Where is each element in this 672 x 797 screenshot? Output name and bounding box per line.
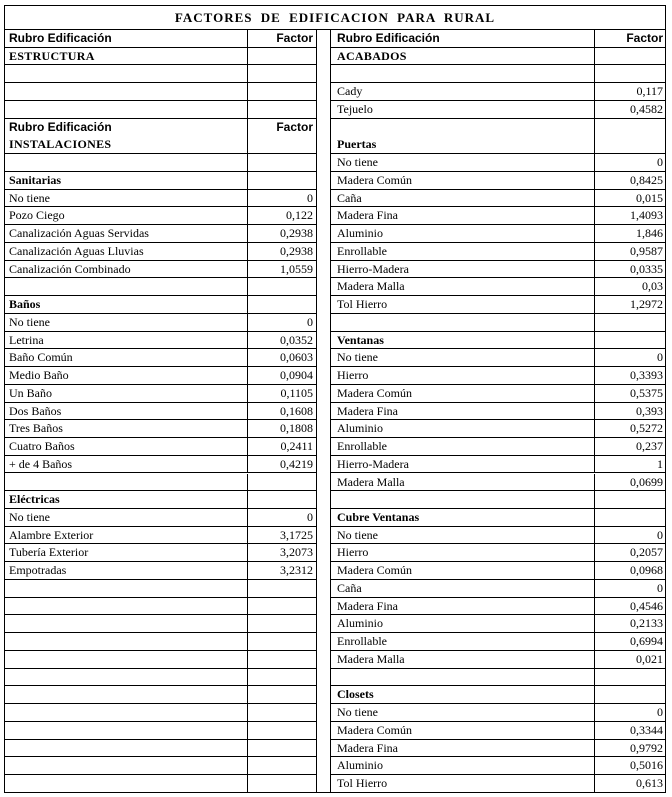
table-row <box>331 190 666 208</box>
item-name <box>9 615 245 632</box>
sheet-title: FACTORES DE EDIFICACION PARA RURAL <box>5 6 665 30</box>
column-header-rubro: Rubro Edificación <box>9 31 112 45</box>
section-title: Ventanas <box>337 332 384 347</box>
table-row <box>5 527 316 545</box>
factor-value <box>594 314 666 331</box>
section-row <box>5 172 316 190</box>
item-name <box>9 686 245 703</box>
factor-value <box>594 686 666 703</box>
table-row <box>331 669 666 687</box>
factor-value <box>247 651 316 668</box>
section-row <box>331 509 666 527</box>
table-row <box>5 615 316 633</box>
table-row <box>5 349 316 367</box>
item-name <box>9 704 245 721</box>
section-title: ESTRUCTURA <box>9 48 95 63</box>
factor-value: 3,1725 <box>247 527 316 544</box>
factor-value: 0,0904 <box>247 367 316 384</box>
factor-value: 0,117 <box>594 83 666 100</box>
factor-value: 0,122 <box>247 207 316 224</box>
table-row <box>5 65 316 83</box>
factor-value <box>247 278 316 295</box>
factor-value: 0 <box>594 154 666 171</box>
table-row <box>331 544 666 562</box>
factor-value <box>247 48 316 65</box>
table-row <box>331 296 666 314</box>
item-name: Caña <box>337 580 362 595</box>
factor-value <box>247 757 316 774</box>
table-row <box>5 633 316 651</box>
factor-value: 0,4546 <box>594 598 666 615</box>
item-name: Letrina <box>9 332 44 347</box>
factor-value: 1,846 <box>594 225 666 242</box>
table-row <box>331 580 666 598</box>
table-row <box>331 349 666 367</box>
factor-value <box>594 669 666 686</box>
factor-value <box>247 296 316 313</box>
factor-value: 0,0968 <box>594 562 666 579</box>
table-row <box>5 598 316 616</box>
item-name: Madera Fina <box>337 740 398 755</box>
table-row <box>331 722 666 740</box>
factor-value: 0,5375 <box>594 385 666 402</box>
section-title: Puertas <box>337 137 377 152</box>
factor-value: 0,0335 <box>594 261 666 278</box>
factor-value: 0,2133 <box>594 615 666 632</box>
item-name: Enrollable <box>337 634 387 649</box>
item-name: Cady <box>337 84 363 99</box>
table-row <box>331 403 666 421</box>
factor-value: 0,015 <box>594 190 666 207</box>
item-name: Tres Baños <box>9 421 63 436</box>
item-name: Tejuelo <box>337 101 373 116</box>
item-name: Enrollable <box>337 243 387 258</box>
factor-value <box>594 332 666 349</box>
table-row <box>5 83 316 101</box>
factor-value: 0 <box>594 704 666 721</box>
table-row <box>331 367 666 385</box>
factor-value: 0,3344 <box>594 722 666 739</box>
table-row <box>331 474 666 492</box>
item-name: Baño Común <box>9 350 73 365</box>
item-name: Pozo Ciego <box>9 208 65 223</box>
section-row <box>331 48 666 66</box>
table-row <box>331 775 666 793</box>
table-row <box>331 740 666 758</box>
factor-value: 0,03 <box>594 278 666 295</box>
factor-value: 3,2073 <box>247 544 316 561</box>
table-row <box>331 261 666 279</box>
factor-value: 0,1608 <box>247 403 316 420</box>
table-row <box>331 651 666 669</box>
item-name <box>337 491 593 508</box>
section-title: ACABADOS <box>337 48 407 63</box>
table-row <box>331 154 666 172</box>
table-row <box>331 119 666 137</box>
item-name <box>9 757 245 774</box>
factor-value: 0,1105 <box>247 385 316 402</box>
factor-value <box>247 580 316 597</box>
section-row <box>5 491 316 509</box>
table-row <box>5 704 316 722</box>
item-name: Aluminio <box>337 758 384 773</box>
table-row <box>331 207 666 225</box>
factor-value: 1,2972 <box>594 296 666 313</box>
item-name <box>337 314 593 331</box>
item-name <box>9 278 245 295</box>
item-name: Hierro-Madera <box>337 261 409 276</box>
item-name: Aluminio <box>337 226 384 241</box>
factor-value <box>594 491 666 508</box>
item-name <box>337 119 593 137</box>
item-name: Tol Hierro <box>337 297 388 312</box>
table-row <box>5 438 316 456</box>
section-title: Baños <box>9 297 41 312</box>
factor-value: 0,0603 <box>247 349 316 366</box>
item-name: Madera Fina <box>337 403 398 418</box>
factor-value <box>247 704 316 721</box>
column-gutter <box>316 30 331 793</box>
table-row <box>331 438 666 456</box>
table-row <box>331 615 666 633</box>
item-name <box>9 651 245 668</box>
item-name: Madera Fina <box>337 598 398 613</box>
factor-value <box>247 633 316 650</box>
column-header-rubro: Rubro Edificación <box>337 31 440 45</box>
factor-value: 0 <box>594 527 666 544</box>
section-title: Sanitarias <box>9 172 62 187</box>
table-row <box>331 101 666 119</box>
table-row <box>331 225 666 243</box>
factor-value: 0,021 <box>594 651 666 668</box>
item-name: Enrollable <box>337 439 387 454</box>
table-row <box>5 669 316 687</box>
factor-value: 0,3393 <box>594 367 666 384</box>
factor-value <box>594 509 666 526</box>
item-name <box>9 154 245 171</box>
table-row <box>5 775 316 793</box>
factor-value: 0,1808 <box>247 420 316 437</box>
item-name <box>337 669 593 686</box>
factor-value <box>247 598 316 615</box>
factors-sheet <box>4 5 666 793</box>
factor-value: 0,237 <box>594 438 666 455</box>
table-row <box>331 83 666 101</box>
factor-value <box>247 686 316 703</box>
column-header-factor: Factor <box>247 30 316 47</box>
item-name: No tiene <box>337 350 378 365</box>
table-row <box>5 686 316 704</box>
table-row <box>331 243 666 261</box>
section-row <box>331 136 666 154</box>
table-row <box>331 491 666 509</box>
factor-value: 0,613 <box>594 775 666 793</box>
factor-value: 0,4219 <box>247 456 316 473</box>
section-title: Closets <box>337 687 374 702</box>
table-row <box>5 243 316 261</box>
item-name: Canalización Aguas Servidas <box>9 226 149 241</box>
factor-value: 0,5016 <box>594 757 666 774</box>
factor-value: 0,2057 <box>594 544 666 561</box>
factor-value: 0 <box>247 190 316 207</box>
factor-value: 0,2938 <box>247 225 316 242</box>
table-row <box>5 261 316 279</box>
item-name: Madera Común <box>337 172 412 187</box>
table-row <box>5 332 316 350</box>
factor-value: 0,4582 <box>594 101 666 118</box>
factor-value <box>247 775 316 793</box>
item-name: No tiene <box>9 509 50 524</box>
table-row <box>5 562 316 580</box>
item-name <box>9 598 245 615</box>
factor-value <box>594 119 666 137</box>
item-name: Un Baño <box>9 385 52 400</box>
item-name <box>9 101 245 118</box>
item-name <box>9 65 245 82</box>
table-row <box>5 420 316 438</box>
item-name <box>9 740 245 757</box>
item-name: Empotradas <box>9 563 67 578</box>
item-name: Caña <box>337 190 362 205</box>
item-name: Hierro-Madera <box>337 456 409 471</box>
factor-value <box>247 722 316 739</box>
section-row <box>5 296 316 314</box>
factor-value: 1 <box>594 456 666 473</box>
table-row <box>5 757 316 775</box>
factor-value: 0 <box>594 349 666 366</box>
item-name <box>9 83 245 100</box>
factor-value: 0,9587 <box>594 243 666 260</box>
factor-value: 0 <box>247 314 316 331</box>
factor-value: 1,4093 <box>594 207 666 224</box>
table-row <box>5 154 316 172</box>
table-row <box>331 314 666 332</box>
factor-value <box>247 172 316 189</box>
item-name: Aluminio <box>337 421 384 436</box>
item-name <box>9 633 245 650</box>
factor-value <box>594 48 666 65</box>
table-row <box>331 757 666 775</box>
table-row <box>331 598 666 616</box>
item-name: Medio Baño <box>9 368 69 383</box>
item-name: Tol Hierro <box>337 776 388 791</box>
item-name: Hierro <box>337 368 369 383</box>
table-row <box>5 740 316 758</box>
item-name: Madera Malla <box>337 474 405 489</box>
item-name: Madera Malla <box>337 651 405 666</box>
factor-value <box>247 615 316 632</box>
factor-value: 0,8425 <box>594 172 666 189</box>
factor-value: 0 <box>594 580 666 597</box>
factor-value: 0,2411 <box>247 438 316 455</box>
item-name: Cuatro Baños <box>9 439 75 454</box>
factor-value: 0,6994 <box>594 633 666 650</box>
table-row <box>5 509 316 527</box>
table-row <box>5 367 316 385</box>
table-row <box>5 544 316 562</box>
column-header-factor: Factor <box>594 30 666 47</box>
factor-value <box>247 101 316 118</box>
table-row <box>331 527 666 545</box>
table-row <box>331 65 666 83</box>
factor-value: 0,2938 <box>247 243 316 260</box>
item-name: Hierro <box>337 545 369 560</box>
factor-value <box>247 136 316 153</box>
table-row <box>5 580 316 598</box>
table-row <box>5 403 316 421</box>
factor-value: 3,2312 <box>247 562 316 579</box>
factor-value <box>594 65 666 82</box>
factor-value: 0,393 <box>594 403 666 420</box>
item-name: Alambre Exterior <box>9 527 94 542</box>
table-row <box>5 278 316 296</box>
factor-value: 0,0352 <box>247 332 316 349</box>
factor-value <box>594 136 666 153</box>
factor-value <box>247 474 316 491</box>
column-header-rubro: Rubro Edificación <box>9 119 112 134</box>
table-row <box>331 420 666 438</box>
item-name: No tiene <box>9 190 50 205</box>
factor-value <box>247 491 316 508</box>
table-row <box>331 172 666 190</box>
item-name: Madera Común <box>337 563 412 578</box>
item-name <box>9 580 245 597</box>
item-name: Aluminio <box>337 616 384 631</box>
table-row <box>331 278 666 296</box>
item-name: Madera Malla <box>337 279 405 294</box>
section-row <box>331 686 666 704</box>
table-row <box>331 456 666 474</box>
section-row <box>5 136 316 154</box>
item-name <box>337 65 593 82</box>
table-row <box>5 474 316 492</box>
table-row <box>5 456 316 474</box>
table-row <box>5 314 316 332</box>
factor-value <box>247 65 316 82</box>
table-row <box>5 722 316 740</box>
item-name: Canalización Aguas Lluvias <box>9 243 144 258</box>
section-title: Cubre Ventanas <box>337 509 420 524</box>
item-name: No tiene <box>337 527 378 542</box>
item-name: Tubería Exterior <box>9 545 89 560</box>
table-header-row <box>331 30 666 48</box>
table-row <box>331 633 666 651</box>
section-row <box>5 48 316 66</box>
item-name: No tiene <box>337 155 378 170</box>
factor-value <box>247 669 316 686</box>
table-header-row <box>5 30 316 48</box>
item-name: Madera Común <box>337 385 412 400</box>
item-name: Canalización Combinado <box>9 261 131 276</box>
factor-value: 0,9792 <box>594 740 666 757</box>
table-row <box>5 385 316 403</box>
factor-value <box>247 740 316 757</box>
column-header-factor: Factor <box>247 119 316 137</box>
table-row <box>331 704 666 722</box>
item-name: Dos Baños <box>9 403 62 418</box>
section-title: Eléctricas <box>9 492 60 507</box>
item-name: No tiene <box>337 705 378 720</box>
factor-value <box>247 154 316 171</box>
table-row <box>5 207 316 225</box>
item-name: Madera Común <box>337 722 412 737</box>
item-name: Madera Fina <box>337 208 398 223</box>
table-row <box>5 101 316 119</box>
factor-value: 0 <box>247 509 316 526</box>
table-row <box>5 190 316 208</box>
table-header-row <box>5 119 316 137</box>
section-row <box>331 332 666 350</box>
item-name <box>9 669 245 686</box>
table-row <box>5 225 316 243</box>
item-name: + de 4 Baños <box>9 456 73 471</box>
item-name <box>9 775 245 793</box>
factor-value: 0,5272 <box>594 420 666 437</box>
table-row <box>331 385 666 403</box>
item-name <box>9 722 245 739</box>
item-name <box>9 474 245 491</box>
factor-value: 1,0559 <box>247 261 316 278</box>
table-row <box>5 651 316 669</box>
factor-value: 0,0699 <box>594 474 666 491</box>
table-row <box>331 562 666 580</box>
section-title: INSTALACIONES <box>9 137 112 152</box>
item-name: No tiene <box>9 314 50 329</box>
factor-value <box>247 83 316 100</box>
